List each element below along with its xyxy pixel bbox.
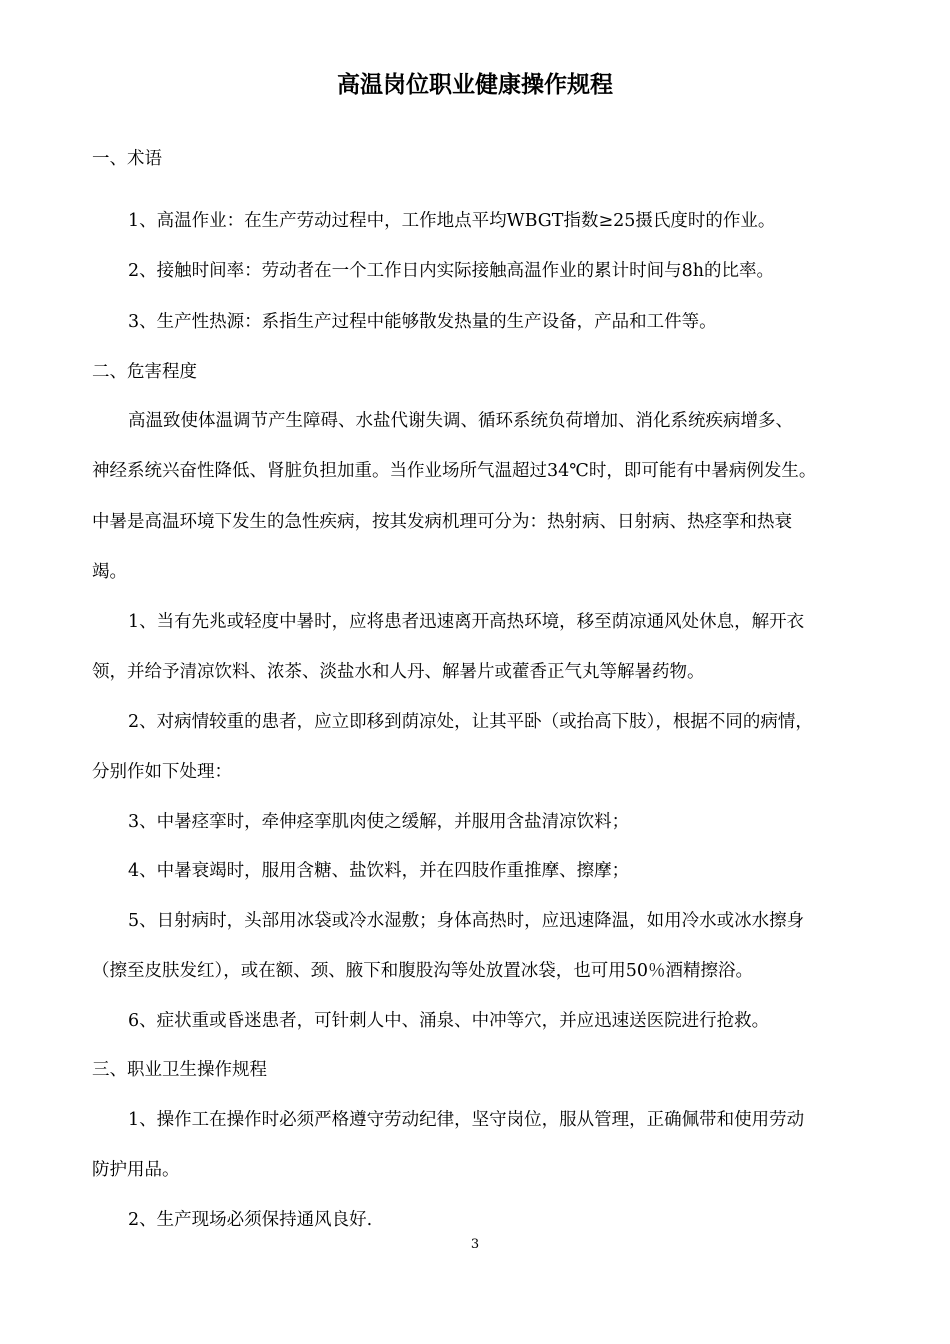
paragraph-line: 中暑是高温环境下发生的急性疾病，按其发病机理可分为：热射病、日射病、热痉挛和热衰 bbox=[92, 512, 792, 532]
paragraph-line: 2、生产现场必须保持通风良好. bbox=[128, 1210, 373, 1230]
paragraph-line: 防护用品。 bbox=[92, 1160, 180, 1180]
paragraph-line: 3、中暑痉挛时，牵伸痉挛肌肉使之缓解，并服用含盐清凉饮料； bbox=[128, 812, 630, 832]
paragraph-line: 高温致使体温调节产生障碍、水盐代谢失调、循环系统负荷增加、消化系统疾病增多、 bbox=[128, 411, 793, 431]
page-title: 高温岗位职业健康操作规程 bbox=[337, 72, 613, 98]
paragraph-line: （擦至皮肤发红），或在额、颈、腋下和腹股沟等处放置冰袋，也可用50％酒精擦浴。 bbox=[92, 961, 754, 981]
paragraph-line: 领，并给予清凉饮料、浓茶、淡盐水和人丹、解暑片或藿香正气丸等解暑药物。 bbox=[92, 662, 705, 682]
paragraph-line: 分别作如下处理： bbox=[92, 762, 232, 782]
paragraph-line: 6、症状重或昏迷患者，可针刺人中、涌泉、中冲等穴，并应迅速送医院进行抢救。 bbox=[128, 1011, 770, 1031]
paragraph-line: 4、中暑衰竭时，服用含糖、盐饮料，并在四肢作重推摩、擦摩； bbox=[128, 861, 630, 881]
paragraph-line: 1、操作工在操作时必须严格遵守劳动纪律，坚守岗位，服从管理，正确佩带和使用劳动 bbox=[128, 1110, 805, 1130]
paragraph-line: 2、接触时间率：劳动者在一个工作日内实际接触高温作业的累计时间与8h的比率。 bbox=[128, 261, 775, 281]
paragraph-line: 3、生产性热源：系指生产过程中能够散发热量的生产设备，产品和工件等。 bbox=[128, 312, 717, 332]
paragraph-line: 竭。 bbox=[92, 562, 127, 582]
paragraph-line: 1、高温作业：在生产劳动过程中，工作地点平均WBGT指数≥25摄氏度时的作业。 bbox=[128, 211, 776, 231]
page-number: 3 bbox=[470, 1237, 480, 1252]
section-heading-procedures: 三、职业卫生操作规程 bbox=[92, 1060, 267, 1080]
paragraph-line: 2、对病情较重的患者，应立即移到荫凉处，让其平卧（或抬高下肢），根据不同的病情， bbox=[128, 712, 813, 732]
section-heading-terms: 一、术语 bbox=[92, 149, 162, 169]
paragraph-line: 1、当有先兆或轻度中暑时，应将患者迅速离开高热环境，移至荫凉通风处休息，解开衣 bbox=[128, 612, 805, 632]
paragraph-line: 5、日射病时，头部用冰袋或冷水湿敷；身体高热时，应迅速降温，如用冷水或冰水擦身 bbox=[128, 911, 805, 931]
section-heading-hazard: 二、危害程度 bbox=[92, 362, 197, 382]
paragraph-line: 神经系统兴奋性降低、肾脏负担加重。当作业场所气温超过34℃时，即可能有中暑病例发生。 bbox=[92, 461, 817, 481]
